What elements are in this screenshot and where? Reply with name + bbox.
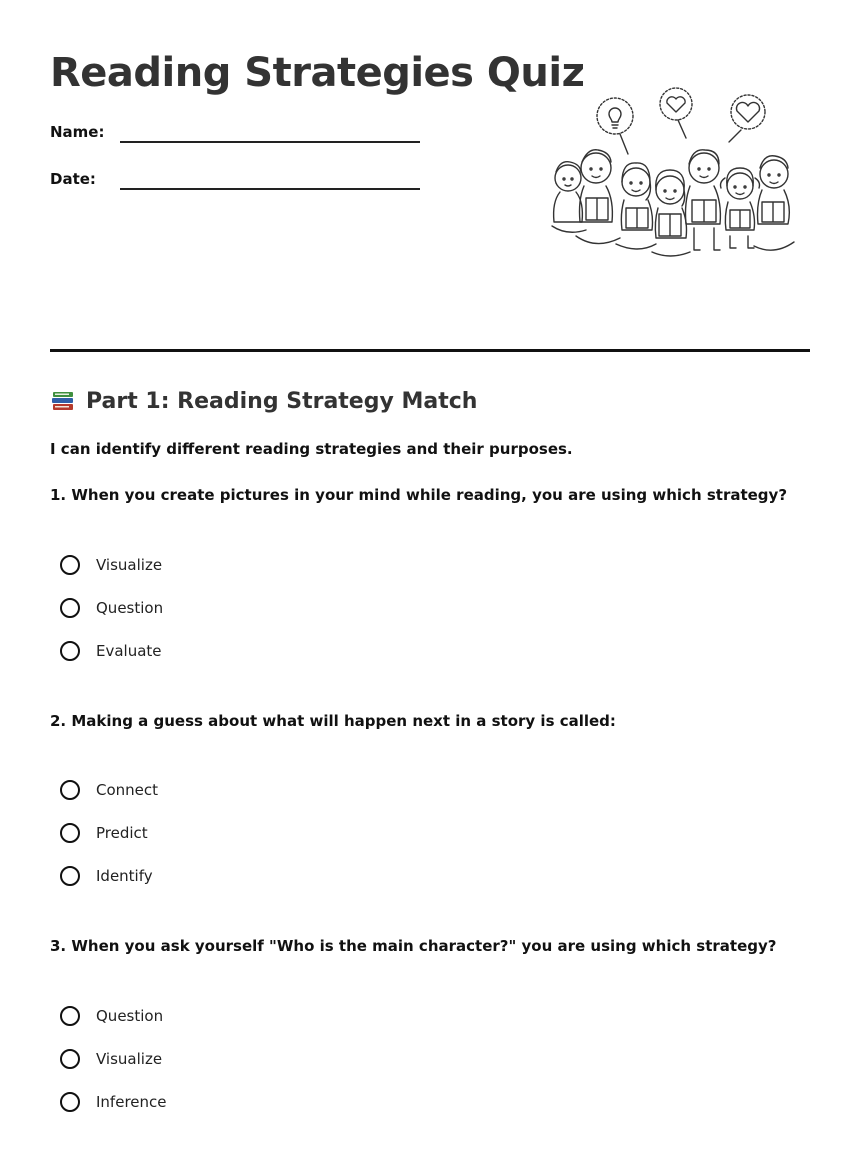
radio-button[interactable] [60,1092,80,1112]
worksheet-page [50,0,810,1161]
radio-button[interactable] [60,1049,80,1069]
q3-option-question[interactable] [60,1003,163,1029]
date-label: Date: [50,170,96,188]
name-field[interactable] [50,117,420,147]
books-icon [50,388,76,414]
option-label: Question [96,599,164,617]
children-reading-illustration [548,86,798,266]
part1-heading [50,388,477,414]
radio-button[interactable] [60,866,80,886]
question-2: 2. Making a guess about what will happen next in a story is called: [50,712,616,730]
page-title: Reading Strategies Quiz [50,50,585,96]
name-line[interactable] [120,141,420,143]
q3-option-inference[interactable] [60,1089,167,1115]
option-label: Predict [96,824,148,842]
radio-button[interactable] [60,780,80,800]
option-label: Question [96,1007,164,1025]
option-label: Inference [96,1093,167,1111]
question-1: 1. When you create pictures in your mind while reading, you are using which strategy? [50,486,788,504]
q1-option-visualize[interactable] [60,552,162,578]
q2-option-connect[interactable] [60,777,158,803]
radio-button[interactable] [60,1006,80,1026]
option-label: Connect [96,781,159,799]
option-label: Visualize [96,1050,163,1068]
radio-button[interactable] [60,823,80,843]
name-label: Name: [50,123,105,141]
question-3: 3. When you ask yourself "Who is the main character?" you are using which strategy? [50,937,777,955]
date-line[interactable] [120,188,420,190]
q3-option-visualize[interactable] [60,1046,162,1072]
q1-option-question[interactable] [60,595,163,621]
q2-option-predict[interactable] [60,820,148,846]
section-divider [50,349,810,352]
radio-button[interactable] [60,555,80,575]
option-label: Evaluate [96,642,162,660]
radio-button[interactable] [60,641,80,661]
option-label: Visualize [96,556,163,574]
q1-option-evaluate[interactable] [60,638,162,664]
option-label: Identify [96,867,153,885]
date-field[interactable] [50,164,420,194]
part1-title: Part 1: Reading Strategy Match [86,388,478,414]
radio-button[interactable] [60,598,80,618]
learning-objective: I can identify different reading strategies and their purposes. [50,440,573,458]
q2-option-identify[interactable] [60,863,153,889]
